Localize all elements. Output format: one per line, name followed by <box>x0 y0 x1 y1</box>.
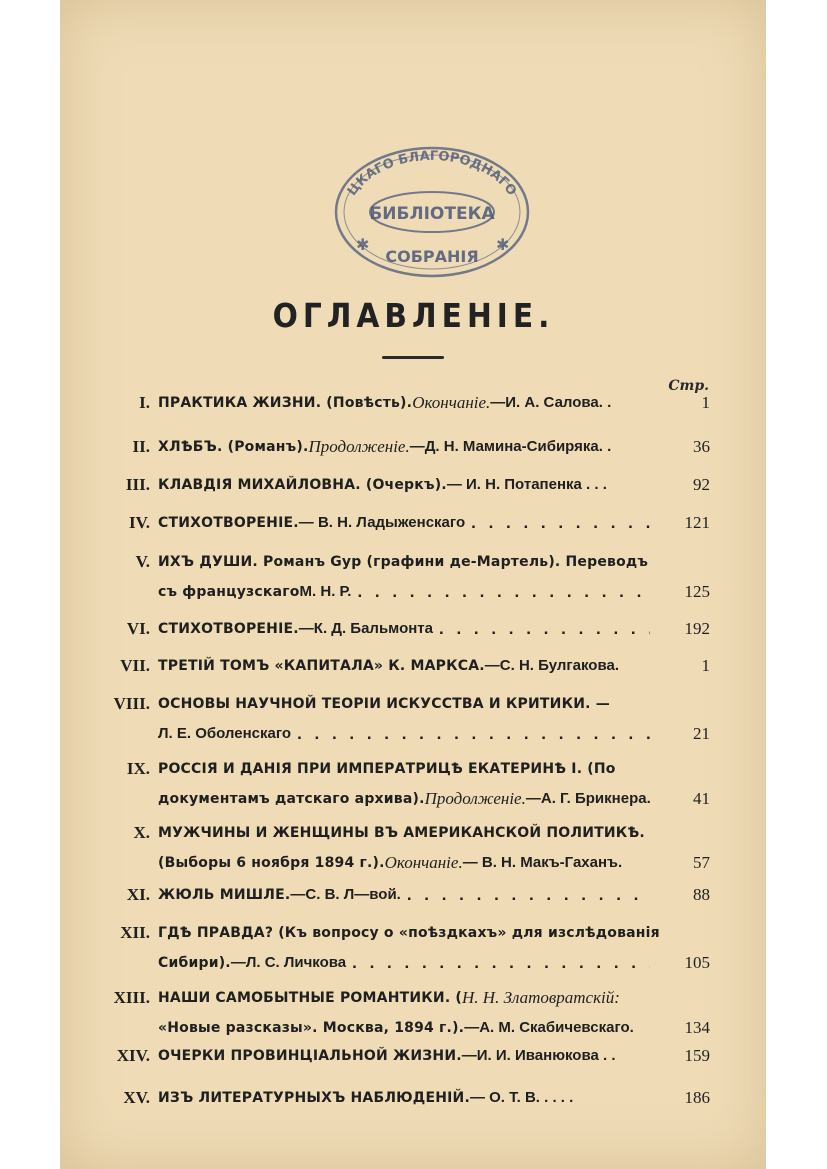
toc-roman-numeral: I. <box>139 393 150 412</box>
toc-line <box>100 884 710 906</box>
toc-page-number: 21 <box>693 724 710 743</box>
toc-line <box>100 474 710 496</box>
dot-leader <box>471 512 650 534</box>
toc-line <box>100 1045 710 1067</box>
toc-line <box>100 551 710 573</box>
toc-title: «Новые разсказы». Москва, 1894 г.). <box>158 1020 465 1036</box>
toc-line <box>100 581 710 603</box>
toc-roman-numeral: VI. <box>126 619 150 638</box>
toc-title: КЛАВДІЯ МИХАЙЛОВНА. (Очеркъ). <box>158 477 447 493</box>
toc-entry <box>100 436 710 458</box>
toc-entry <box>100 512 710 534</box>
toc-line <box>100 723 710 745</box>
toc-page-number: 186 <box>684 1088 710 1107</box>
toc-line <box>100 655 710 677</box>
toc-line <box>100 852 710 874</box>
stamp-star-left-icon: ✱ <box>356 235 370 254</box>
page-title: ОГЛАВЛЕНІЕ. <box>272 296 555 335</box>
toc-line <box>100 1087 710 1109</box>
toc-author: Л. Е. Оболенскаго <box>158 725 292 742</box>
toc-roman-numeral: X. <box>133 823 150 842</box>
toc-title: СТИХОТВОРЕНІЕ. <box>158 515 299 531</box>
toc-roman-numeral: II. <box>132 437 150 456</box>
toc-entry <box>100 884 710 906</box>
toc-italic-note: Окончаніе. <box>412 393 491 412</box>
toc-line <box>100 392 710 414</box>
toc-line <box>100 693 710 715</box>
dot-leader <box>352 952 650 974</box>
title-rule <box>382 356 444 359</box>
dot-leader <box>439 618 650 640</box>
toc-roman-numeral: XV. <box>123 1088 150 1107</box>
toc-title: ГДѢ ПРАВДА? (Къ вопросу о «поѣздкахъ» для изслѣдованія <box>158 925 660 941</box>
toc-roman-numeral: XIII. <box>113 988 150 1007</box>
toc-line <box>100 436 710 458</box>
toc-title: РОССІЯ И ДАНІЯ ПРИ ИМПЕРАТРИЦѢ ЕКАТЕРИНѢ I. (По <box>158 761 616 777</box>
toc-page-number: 92 <box>693 475 710 494</box>
toc-line <box>100 987 710 1009</box>
toc-italic-note: Н. Н. Златовратскій: <box>462 988 620 1007</box>
toc-entry <box>100 1045 710 1067</box>
toc-entry <box>100 551 710 603</box>
toc-page-number: 1 <box>701 656 710 675</box>
toc-page-number: 41 <box>693 789 710 808</box>
page-column-label: Стр. <box>668 378 709 394</box>
toc-author: — О. Т. В. . . . . <box>469 1089 574 1106</box>
toc-entry <box>100 987 710 1039</box>
toc-author: — В. Н. Макъ-Гаханъ. <box>462 854 623 871</box>
toc-entry <box>100 758 710 810</box>
toc-italic-note: Окончаніе. <box>384 853 463 872</box>
toc-author: —С. В. Л—вой. <box>290 886 401 903</box>
stamp-star-right-icon: ✱ <box>496 235 510 254</box>
toc-entry <box>100 655 710 677</box>
toc-roman-numeral: XII. <box>120 923 150 942</box>
toc-title: (Выборы 6 ноября 1894 г.). <box>158 855 385 871</box>
toc-entry <box>100 1087 710 1109</box>
toc-page-number: 125 <box>684 582 710 601</box>
toc-line <box>100 512 710 534</box>
toc-title: ХЛѢБЪ. (Романъ). <box>158 439 309 455</box>
toc-author: —Д. Н. Мамина-Сибиряка. . <box>409 438 612 455</box>
toc-author: М. Н. Р. <box>299 583 352 600</box>
toc-title: документамъ датскаго архива). <box>158 791 425 807</box>
toc-line <box>100 618 710 640</box>
toc-line <box>100 788 710 810</box>
toc-page-number: 36 <box>693 437 710 456</box>
library-stamp <box>330 140 534 280</box>
toc-line <box>100 822 710 844</box>
toc-author: —И. И. Иванюкова . . <box>461 1047 616 1064</box>
toc-line <box>100 922 710 944</box>
toc-roman-numeral: XI. <box>126 885 150 904</box>
toc-author: —А. М. Скабичевскаго. <box>464 1019 634 1036</box>
toc-page-number: 88 <box>693 885 710 904</box>
toc-roman-numeral: III. <box>125 475 150 494</box>
toc-page-number: 57 <box>693 853 710 872</box>
stamp-bottom-text: СОБРАНІЯ <box>385 247 479 266</box>
toc-author: —К. Д. Бальмонта <box>298 620 433 637</box>
toc-title: ТРЕТІЙ ТОМЪ «КАПИТАЛА» К. МАРКСА. <box>158 658 485 674</box>
dot-leader <box>357 581 650 603</box>
toc-title: НАШИ САМОБЫТНЫЕ РОМАНТИКИ. ( <box>158 990 463 1006</box>
toc-entry <box>100 392 710 414</box>
toc-author: — И. Н. Потапенка . . . <box>446 476 607 493</box>
toc-italic-note: Продолженіе. <box>308 437 410 456</box>
toc-roman-numeral: IX. <box>126 759 150 778</box>
toc-author: —И. А. Салова. . <box>490 394 612 411</box>
toc-entry <box>100 618 710 640</box>
toc-title: ИЗЪ ЛИТЕРАТУРНЫХЪ НАБЛЮДЕНІЙ. <box>158 1090 470 1106</box>
toc-author: — В. Н. Ладыженскаго <box>298 514 466 531</box>
stamp-center-text: БИБЛІОТЕКА <box>369 204 495 224</box>
toc-roman-numeral: IV. <box>129 513 150 532</box>
toc-roman-numeral: VIII. <box>113 694 150 713</box>
toc-title: ЖЮЛЬ МИШЛЕ. <box>158 887 291 903</box>
toc-line <box>100 758 710 780</box>
toc-title: ПРАКТИКА ЖИЗНИ. (Повѣсть). <box>158 395 413 411</box>
toc-line <box>100 952 710 974</box>
toc-title: Сибири). <box>158 955 231 971</box>
toc-title: ОЧЕРКИ ПРОВИНЦІАЛЬНОЙ ЖИЗНИ. <box>158 1048 462 1064</box>
toc-title: ИХЪ ДУШИ. Романъ Gyp (графини де-Мартель). Переводъ <box>158 554 649 570</box>
dot-leader <box>407 884 650 906</box>
dot-leader <box>297 723 650 745</box>
toc-page-number: 159 <box>684 1046 710 1065</box>
toc-entry <box>100 922 710 974</box>
toc-title: МУЖЧИНЫ И ЖЕНЩИНЫ ВЪ АМЕРИКАНСКОЙ ПОЛИТИКѢ. <box>158 825 645 841</box>
toc-author: —Л. С. Личкова <box>230 954 347 971</box>
toc-entry <box>100 474 710 496</box>
toc-roman-numeral: VII. <box>120 656 150 675</box>
toc-line <box>100 1017 710 1039</box>
toc-page-number: 1 <box>701 393 710 412</box>
toc-page-number: 192 <box>684 619 710 638</box>
toc-page-number: 105 <box>684 953 710 972</box>
stamp-top-text: ЦКАГО БЛАГОРОДНАГО <box>344 148 520 199</box>
toc-roman-numeral: XIV. <box>116 1046 150 1065</box>
toc-italic-note: Продолженіе. <box>424 789 526 808</box>
toc-title: СТИХОТВОРЕНІЕ. <box>158 621 299 637</box>
toc-entry <box>100 693 710 745</box>
toc-entry <box>100 822 710 874</box>
toc-page-number: 121 <box>684 513 710 532</box>
toc-roman-numeral: V. <box>135 552 150 571</box>
toc-title: съ французскаго <box>158 584 300 600</box>
toc-page-number: 134 <box>684 1018 710 1037</box>
toc-title: ОСНОВЫ НАУЧНОЙ ТЕОРІИ ИСКУССТВА И КРИТИКИ. — <box>158 696 610 712</box>
toc-author: —А. Г. Брикнера. <box>525 790 651 807</box>
toc-author: —С. Н. Булгакова. <box>484 657 619 674</box>
